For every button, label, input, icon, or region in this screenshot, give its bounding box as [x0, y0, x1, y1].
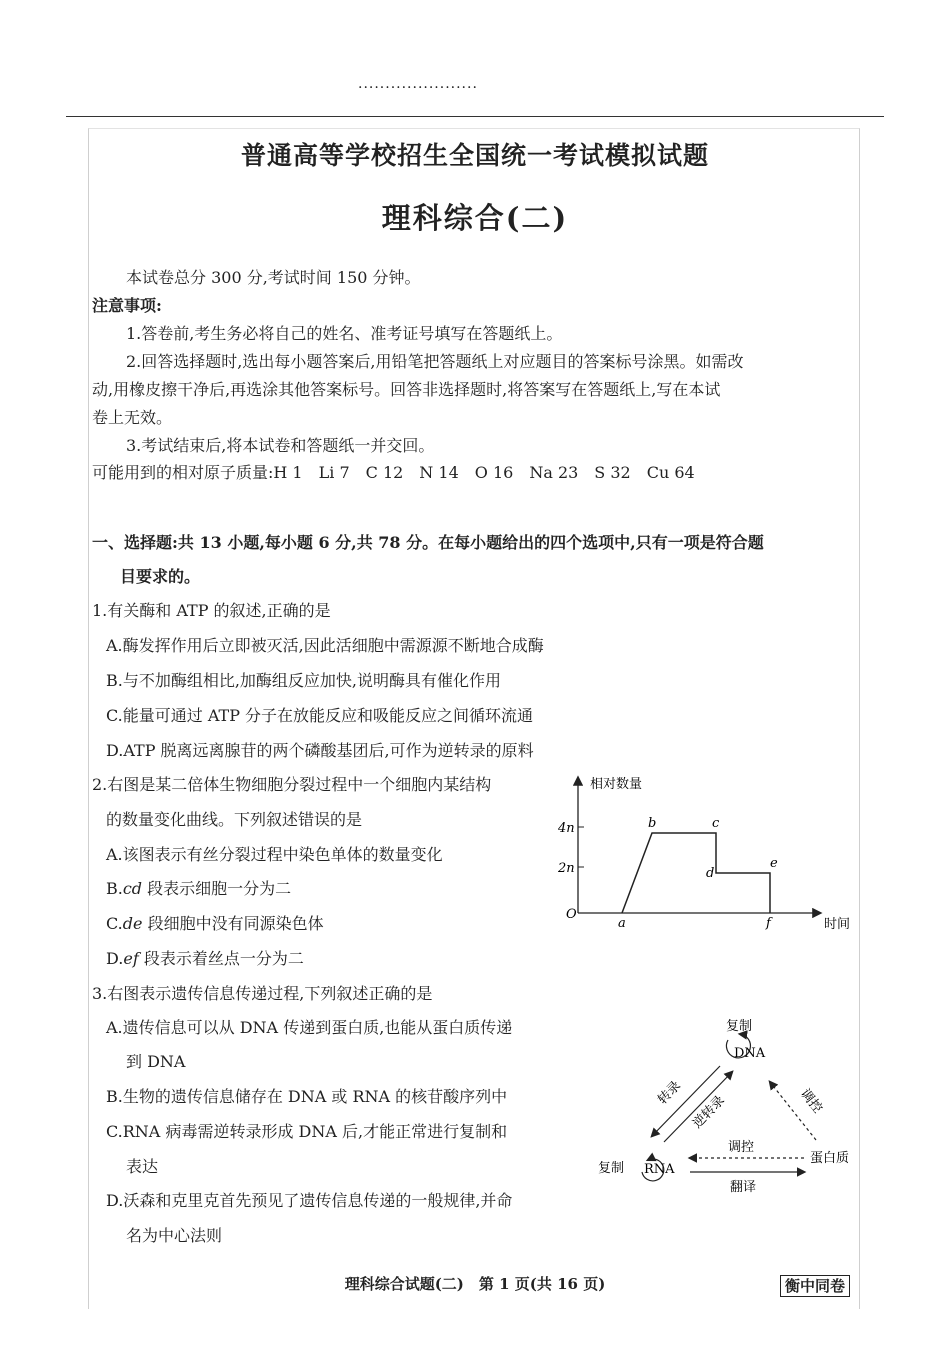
q3-option-c: C.RNA 病毒需逆转录形成 DNA 后,才能正常进行复制和 [106, 1122, 508, 1141]
notice-heading: 注意事项: [92, 296, 162, 315]
q3-option-a-cont: 到 DNA [126, 1052, 186, 1071]
point-label-a: a [618, 916, 626, 931]
q2-option-b: B.cd 段表示细胞一分为二 [106, 879, 292, 898]
dna-node: DNA [734, 1046, 766, 1061]
q1-option-b: B.与不加酶组相比,加酶组反应加快,说明酶具有催化作用 [106, 671, 502, 690]
q1-stem: 1.有关酶和 ATP 的叙述,正确的是 [92, 601, 331, 620]
regulation-label-bottom: 调控 [728, 1140, 755, 1155]
header-dots: ...................... [358, 76, 478, 92]
point-label-f: f [766, 916, 771, 931]
header-rule [66, 116, 884, 117]
q3-option-a: A.遗传信息可以从 DNA 传递到蛋白质,也能从蛋白质传递 [106, 1018, 513, 1037]
q2-option-a: A.该图表示有丝分裂过程中染色单体的数量变化 [106, 845, 443, 864]
y-tick-2n: 2n [558, 861, 575, 876]
q3-option-c-cont: 表达 [126, 1157, 159, 1176]
q1-option-d: D.ATP 脱离远离腺苷的两个磷酸基团后,可作为逆转录的原料 [106, 741, 534, 760]
score-info: 本试卷总分 300 分,考试时间 150 分钟。 [126, 268, 421, 287]
rna-replication-label: 复制 [598, 1161, 625, 1176]
x-axis-label: 时间 [824, 917, 851, 932]
q2-option-c: C.de 段细胞中没有同源染色体 [106, 914, 324, 933]
q3-option-b: B.生物的遗传信息储存在 DNA 或 RNA 的核苷酸序列中 [106, 1087, 508, 1106]
point-label-b: b [648, 816, 657, 831]
dna-replication-label: 复制 [726, 1019, 753, 1034]
point-label-d: d [706, 866, 715, 881]
regulation-label-right: 调控 [797, 1086, 825, 1117]
y-tick-4n: 4n [558, 821, 575, 836]
q3-option-d: D.沃森和克里克首先预见了遗传信息传递的一般规律,并命 [106, 1191, 513, 1210]
page-footer: 理科综合试题(二) 第 1 页(共 16 页) [344, 1275, 606, 1293]
exam-title: 普通高等学校招生全国统一考试模拟试题 [240, 141, 709, 170]
y-axis-label: 相对数量 [590, 777, 643, 792]
q2-stem-1: 2.右图是某二倍体生物细胞分裂过程中一个细胞内某结构 [92, 775, 492, 794]
q1-option-c: C.能量可通过 ATP 分子在放能反应和吸能反应之间循环流通 [106, 706, 534, 725]
q2-stem-2: 的数量变化曲线。下列叙述错误的是 [106, 810, 363, 829]
q1-option-a: A.酶发挥作用后立即被灭活,因此活细胞中需源源不断地合成酶 [106, 636, 544, 655]
notice-1: 1.答卷前,考生务必将自己的姓名、准考证号填写在答题纸上。 [126, 324, 563, 343]
reverse-transcription-label: 逆转录 [690, 1093, 728, 1132]
q3-option-d-cont: 名为中心法则 [126, 1226, 223, 1245]
origin-label: O [566, 907, 577, 922]
point-label-c: c [712, 816, 720, 831]
q2-option-d: D.ef 段表示着丝点一分为二 [106, 949, 304, 968]
translation-label: 翻译 [730, 1180, 757, 1195]
section-heading: 一、选择题:共 13 小题,每小题 6 分,共 78 分。在每小题给出的四个选项中,只有一项是符合题 [92, 533, 764, 552]
point-label-e: e [770, 856, 778, 871]
notice-3: 3.考试结束后,将本试卷和答题纸一并交回。 [126, 436, 435, 455]
notice-2c: 卷上无效。 [92, 408, 173, 427]
series-line [622, 833, 770, 913]
publisher-badge: 衡中同卷 [780, 1275, 850, 1297]
notice-2b: 动,用橡皮擦干净后,再选涂其他答案标号。回答非选择题时,将答案写在答题纸上,写在本试 [92, 380, 721, 399]
q3-stem: 3.右图表示遗传信息传递过程,下列叙述正确的是 [92, 984, 433, 1003]
q2-chart [550, 768, 860, 938]
atomic-masses: 可能用到的相对原子质量:H 1 Li 7 C 12 N 14 O 16 Na 23 S 32 Cu 64 [92, 463, 695, 482]
central-dogma-diagram [590, 1010, 860, 1200]
transcription-label: 转录 [655, 1078, 685, 1108]
exam-subtitle: 理科综合(二) [381, 201, 569, 235]
rna-node: RNA [644, 1162, 675, 1177]
notice-2a: 2.回答选择题时,选出每小题答案后,用铅笔把答题纸上对应题目的答案标号涂黑。如需改 [126, 352, 744, 371]
protein-node: 蛋白质 [810, 1151, 850, 1166]
section-heading-cont: 目要求的。 [120, 567, 201, 586]
